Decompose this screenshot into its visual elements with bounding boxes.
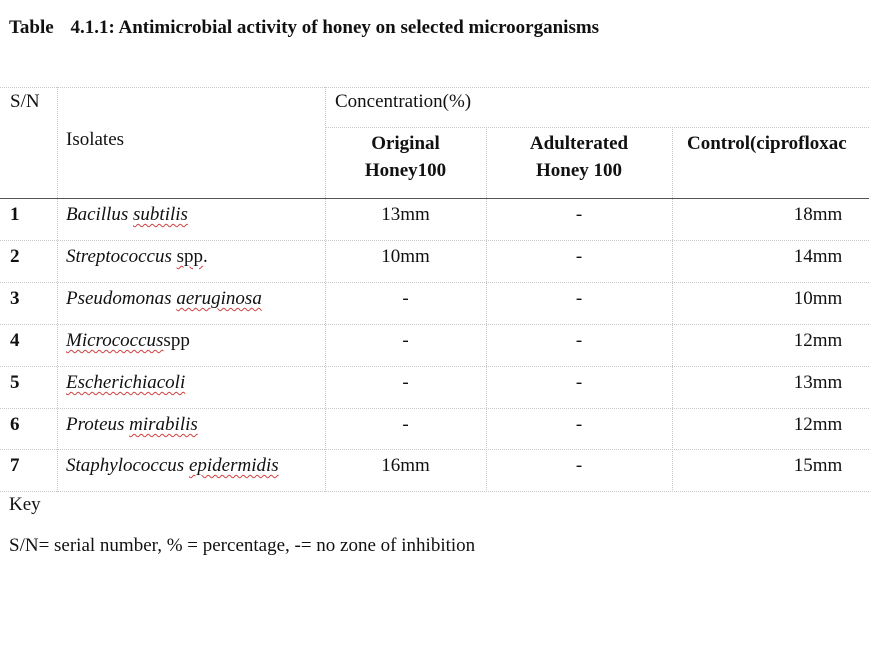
row-isolate — [66, 455, 279, 477]
header-control: Control(ciprofloxac — [687, 133, 847, 154]
isolate-species: epidermidis — [188, 455, 279, 476]
row-isolate — [66, 204, 188, 226]
grid-line — [672, 127, 673, 492]
isolate-genus: Micrococcus — [66, 330, 164, 351]
row-original: - — [402, 288, 409, 309]
row-control: 18mm — [793, 204, 843, 225]
header-isolates: Isolates — [66, 129, 125, 150]
isolate-genus: Proteus — [66, 414, 125, 435]
header-sn: S/N — [10, 91, 40, 112]
row-control: 15mm — [793, 455, 843, 476]
isolate-genus: Escherichiacoli — [66, 372, 186, 393]
row-control: 12mm — [793, 414, 843, 435]
grid-line — [0, 324, 869, 325]
header-rule — [0, 198, 869, 199]
row-isolate — [66, 246, 208, 268]
row-original: - — [402, 330, 409, 351]
grid-line — [0, 282, 869, 283]
row-adulterated: - — [575, 372, 583, 393]
row-control: 14mm — [793, 246, 843, 267]
grid-line — [0, 240, 869, 241]
row-original: 13mm — [381, 204, 430, 225]
row-adulterated: - — [575, 455, 583, 476]
table-number: 4.1.1: — [70, 17, 115, 38]
row-sn: 6 — [10, 414, 20, 435]
isolate-species: subtilis — [133, 204, 188, 225]
header-adulterated-honey — [486, 130, 672, 184]
row-isolate — [66, 372, 185, 394]
header-adulterated-line1: Adulterated — [529, 133, 629, 154]
grid-line — [0, 449, 869, 450]
row-adulterated: - — [575, 246, 583, 267]
row-adulterated: - — [575, 288, 583, 309]
row-isolate — [66, 288, 262, 310]
row-adulterated: - — [575, 204, 583, 225]
row-isolate — [66, 330, 190, 352]
table-title — [9, 17, 599, 39]
grid-line — [0, 87, 869, 88]
row-sn: 4 — [10, 330, 20, 351]
row-sn: 5 — [10, 372, 20, 393]
grid-line — [57, 87, 58, 492]
header-concentration: Concentration(%) — [335, 91, 472, 112]
isolate-species: mirabilis — [129, 414, 198, 435]
isolate-genus: Streptococcus — [66, 246, 172, 267]
row-sn: 1 — [10, 204, 20, 225]
grid-line — [325, 127, 869, 128]
grid-line — [0, 408, 869, 409]
row-sn: 2 — [10, 246, 20, 267]
isolate-genus: Staphylococcus — [66, 455, 185, 476]
isolate-genus: Bacillus — [66, 204, 129, 225]
isolate-species: spp — [176, 246, 204, 267]
header-original-line1: Original — [371, 133, 440, 154]
isolate-suffix: . — [203, 246, 208, 267]
row-sn: 7 — [10, 455, 20, 476]
row-original: 10mm — [381, 246, 430, 267]
key-text: S/N= serial number, % = percentage, -= no zone of inhibition — [9, 535, 476, 556]
data-table — [0, 87, 869, 492]
row-control: 13mm — [793, 372, 843, 393]
table-caption: Antimicrobial activity of honey on selected microorganisms — [118, 17, 600, 38]
isolate-genus: Pseudomonas — [66, 288, 172, 309]
grid-line — [0, 366, 869, 367]
isolate-species: spp — [163, 330, 190, 351]
header-original-honey — [325, 130, 486, 184]
row-adulterated: - — [575, 414, 583, 435]
row-control: 10mm — [793, 288, 843, 309]
row-adulterated: - — [575, 330, 583, 351]
row-control: 12mm — [793, 330, 843, 351]
header-adulterated-line2: Honey 100 — [535, 160, 623, 181]
row-original: - — [402, 414, 409, 435]
row-original: - — [402, 372, 409, 393]
header-original-line2: Honey100 — [364, 160, 447, 181]
row-sn: 3 — [10, 288, 20, 309]
grid-line — [0, 491, 869, 492]
row-original: 16mm — [381, 455, 430, 476]
isolate-species: aeruginosa — [176, 288, 262, 309]
row-isolate — [66, 414, 198, 436]
table-label: Table — [9, 17, 54, 38]
key-label: Key — [9, 494, 41, 515]
